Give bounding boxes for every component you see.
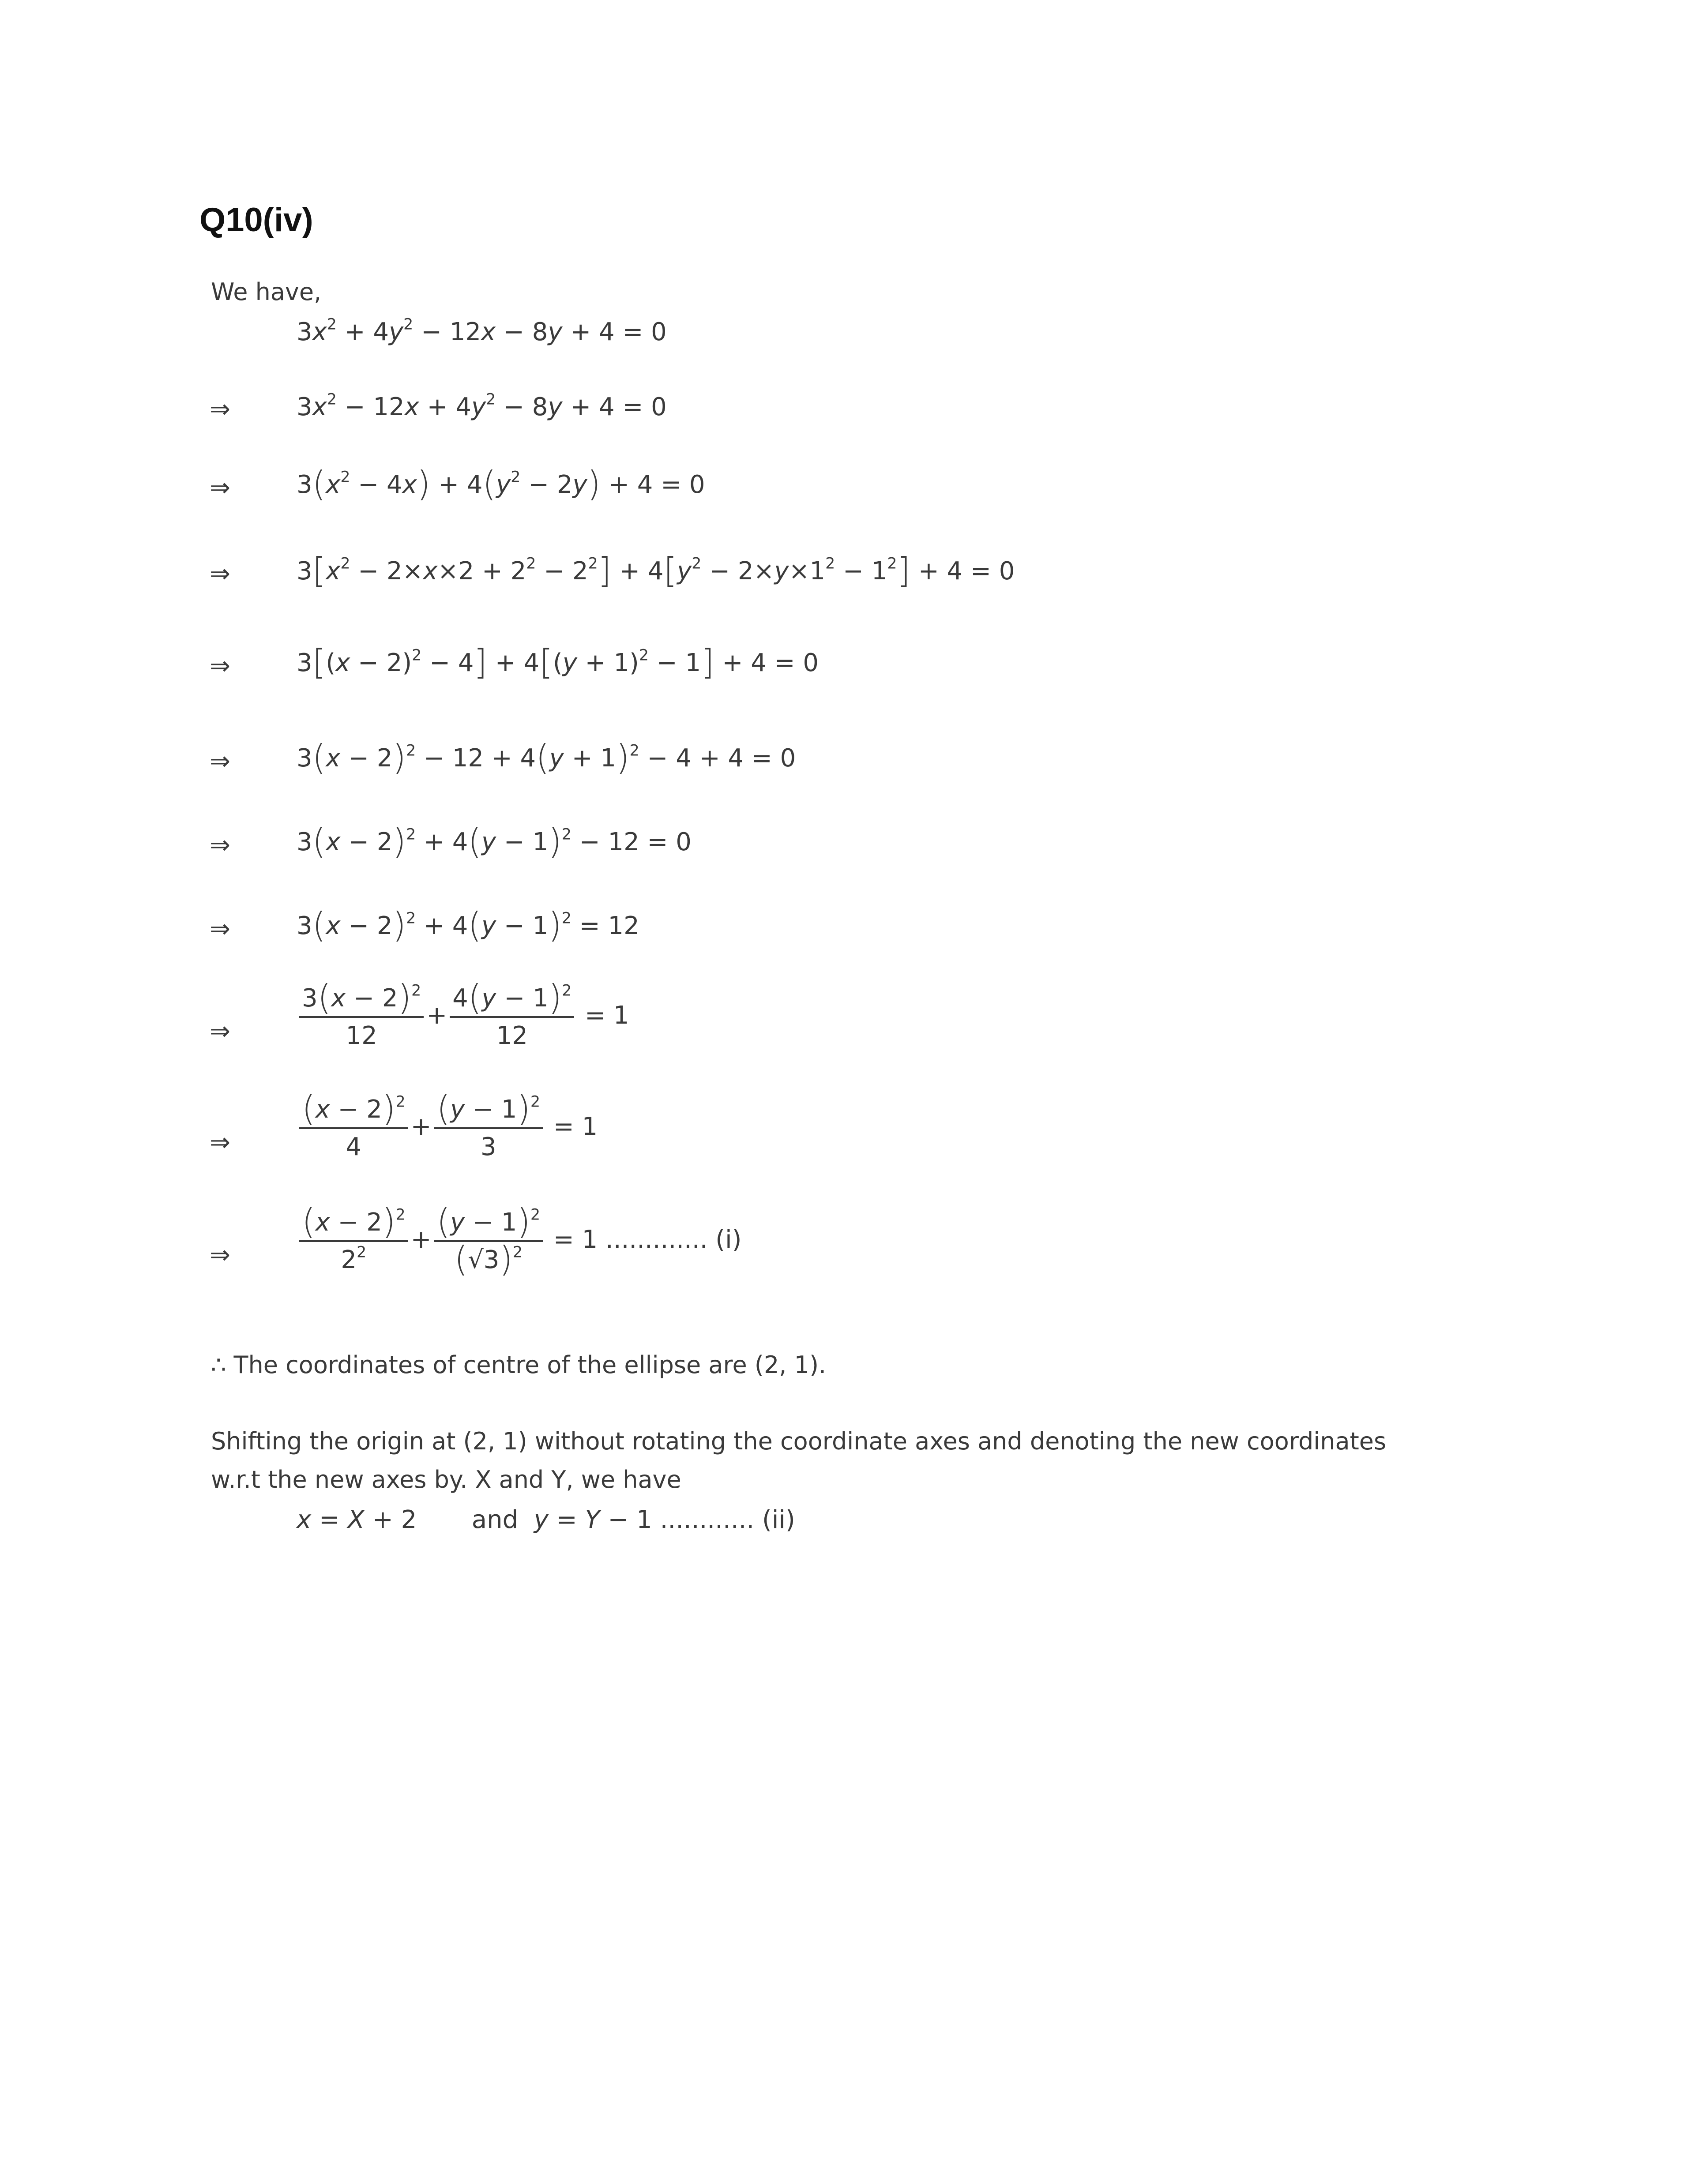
equation-10: $\frac{(x - 2)^2}{2^2}$ + $\frac{(y - 1)^2}{(√3)^2}$ = 1 ............. (i) [297,1208,742,1274]
implies-arrow: ⇒ [210,395,230,424]
equation-2: $3(x^2 - 4x) + 4(y^2 - 2y) + 4 = 0$ [297,464,705,504]
implies-arrow: ⇒ [210,915,230,943]
equation-0: $3x^2 + 4y^2 - 12x - 8y + 4 = 0$ [297,315,667,346]
implies-arrow: ⇒ [210,559,230,588]
equation-7: $3(x - 2)^2 + 4(y - 1)^2 = 12$ [297,905,639,946]
intro-text: We have, [211,278,322,306]
equation-9: $\frac{(x - 2)^2}{4}$ + $\frac{(y - 1)^2}{3}$ = 1 [297,1095,598,1161]
final-equation: x = X + 2 and y = Y − 1 ............ (ii) [297,1505,795,1534]
equation-6: $3(x - 2)^2 + 4(y - 1)^2 - 12 = 0$ [297,821,692,862]
implies-arrow: ⇒ [210,1017,230,1046]
implies-arrow: ⇒ [210,747,230,776]
page-title: Q10(iv) [199,201,313,239]
equation-3: $3[x^2 - 2\times x\times 2 + 2^2 - 2^2] + 4[y^2 - 2\times y\times 1^2 - 1^2] + 4 = 0$ [297,550,1015,591]
equation-4: $3[(x - 2)^2 - 4] + 4[(y + 1)^2 - 1] + 4 = 0$ [297,642,819,683]
implies-arrow: ⇒ [210,1241,230,1269]
shift-text-line-1: Shifting the origin at (2, 1) without rotating the coordinate axes and denoting the new coordinates [211,1427,1387,1455]
equation-1: $3x^2 - 12x + 4y^2 - 8y + 4 = 0$ [297,390,667,421]
implies-arrow: ⇒ [210,473,230,502]
implies-arrow: ⇒ [210,831,230,859]
equation-8: $\frac{3(x - 2)^2}{12}$ + $\frac{4(y - 1)^2}{12}$ = 1 [297,984,629,1050]
implies-arrow: ⇒ [210,652,230,680]
shift-text-line-2: w.r.t the new axes by. X and Y, we have [211,1466,681,1494]
equation-5: $3(x - 2)^2 - 12 + 4(y + 1)^2 - 4 + 4 = 0$ [297,737,796,778]
implies-arrow: ⇒ [210,1128,230,1157]
conclusion-text: ∴ The coordinates of centre of the ellipse are (2, 1). [211,1351,827,1379]
